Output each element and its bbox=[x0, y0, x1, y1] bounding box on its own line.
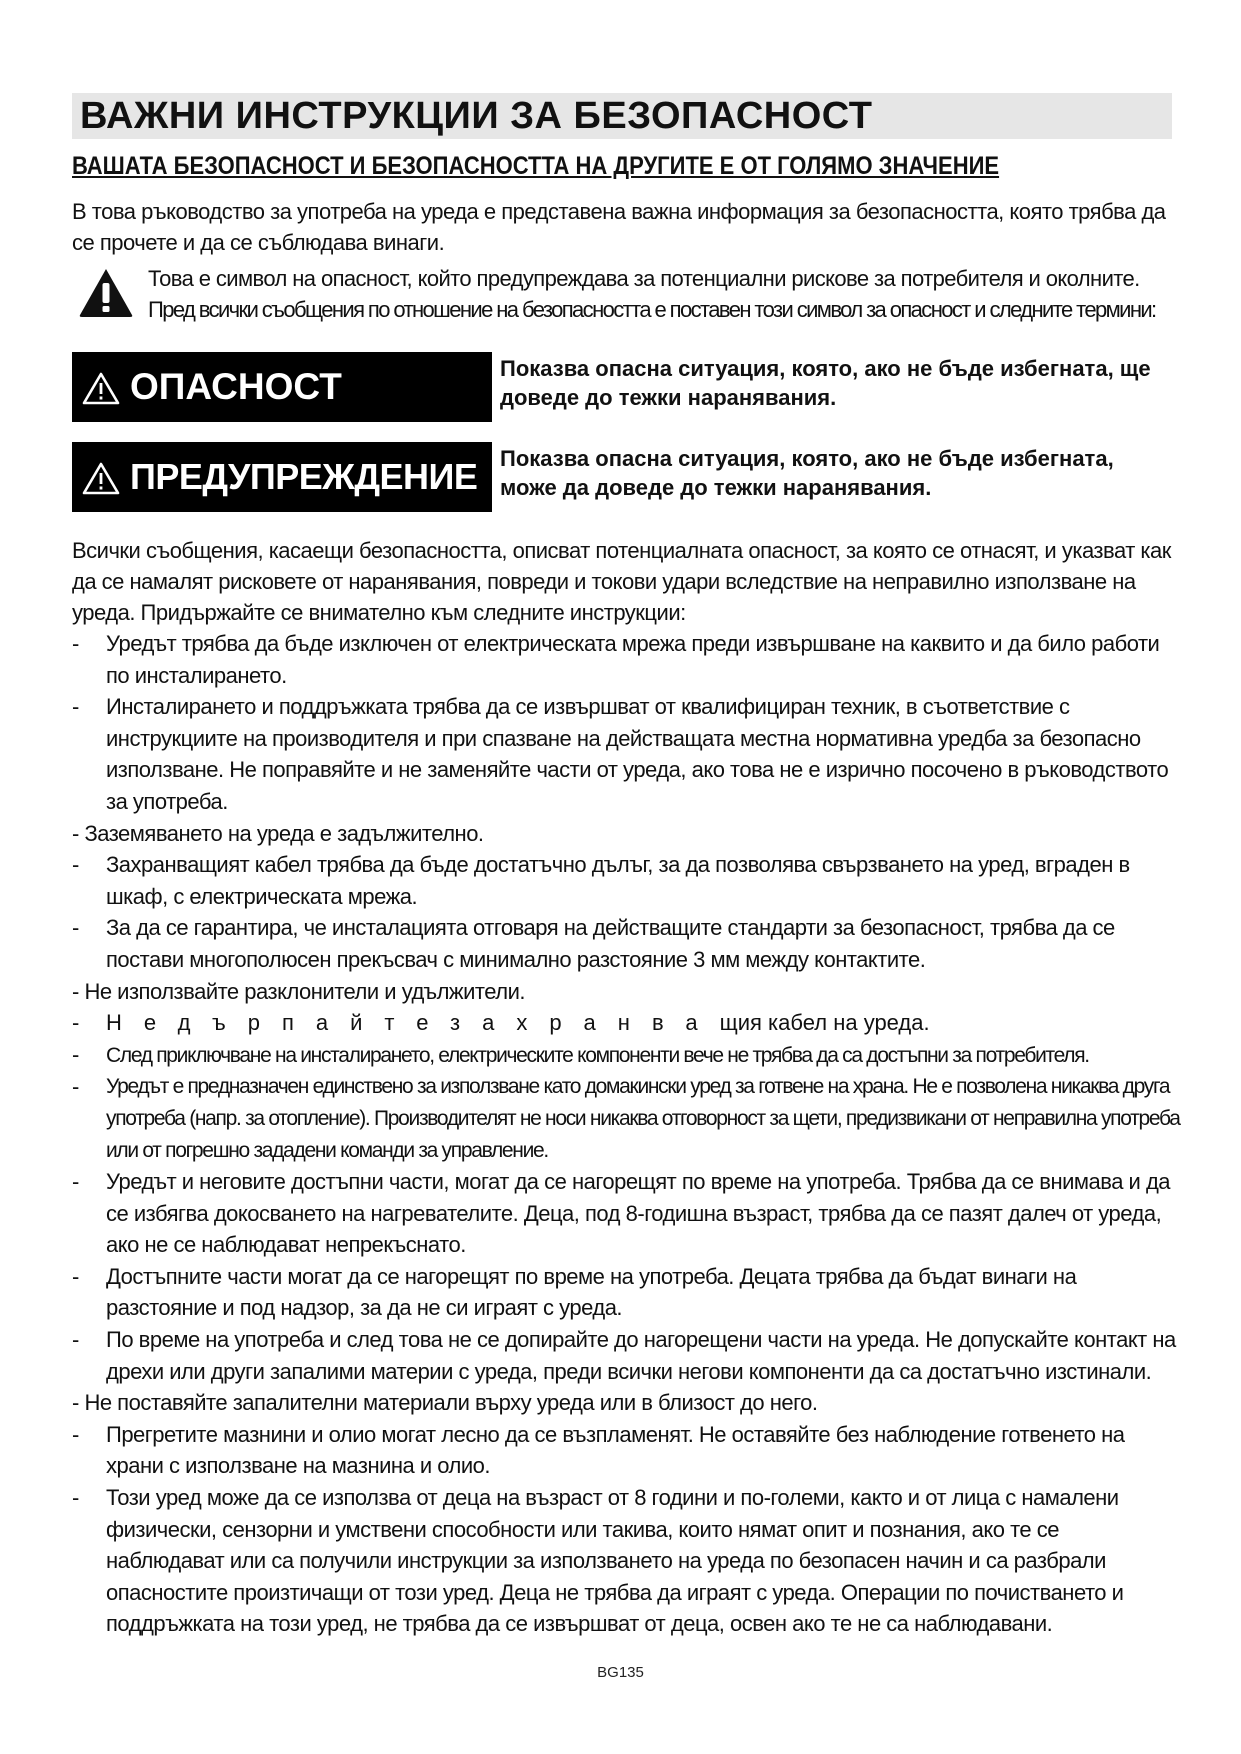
item-text: Захранващият кабел трябва да бъде достатъчно дълъг, за да позволява свързването на уред, вграден в шкаф, с електрическата мрежа. bbox=[106, 852, 1130, 909]
title-bar bbox=[72, 93, 1172, 139]
symbol-line-1: Това е символ на опасност, който предупреждава за потенциални рискове за потребителя и околните. bbox=[148, 266, 1140, 291]
list-item bbox=[72, 849, 1182, 912]
warning-triangle-icon bbox=[78, 267, 134, 324]
page-number: BG135 bbox=[597, 1664, 644, 1681]
item-text: - Не поставяйте запалителни материали върху уреда или в близост до него. bbox=[72, 1390, 818, 1416]
warning-label: ПРЕДУПРЕЖДЕНИЕ bbox=[130, 456, 478, 497]
list-item bbox=[72, 1261, 1182, 1324]
dash: - bbox=[72, 852, 79, 878]
dash: - bbox=[72, 631, 79, 656]
list-item bbox=[72, 1324, 1182, 1387]
danger-description: Показва опасна ситуация, която, ако не бъде избегната, ще доведе до тежки наранявания. bbox=[500, 356, 1151, 410]
dash: - bbox=[72, 1169, 79, 1195]
list-item bbox=[72, 1039, 1182, 1072]
item-text: Този уред може да се използва от деца на възраст от 8 години и по-големи, както и от лица с намалени физически, сензорни и умствени способности или такива, които нямат опит и познания, ако те се наблюдават или са получили инструкции за използването на уреда по безопасен начин и са разбрали опасностите произтичащи от този уред. Деца не трябва да играят с уреда. Операции по почистването и поддръжката на този уред, не трябва да се извършват от деца, освен ако те не са наблюдавани. bbox=[106, 1485, 1124, 1637]
item-text: Инсталирането и поддръжката трябва да се извършват от квалифициран техник, в съответствие с инструкциите на производителя и при спазване на действащата местна нормативна уредба за безопасно използване. Не поправяйте и не заменяйте части от уреда, ако това не е изрично посочено в ръководството за употреба. bbox=[106, 694, 1169, 814]
list-item bbox=[72, 1071, 1182, 1166]
item-text: Уредът трябва да бъде изключен от електрическата мрежа преди извършване на каквито и да било работи по инсталирането. bbox=[106, 631, 1160, 688]
dash: - bbox=[72, 1074, 79, 1100]
list-item bbox=[72, 818, 1182, 850]
danger-signal-box bbox=[72, 352, 492, 422]
symbol-line-2: Пред всички съобщения по отношение на безопасността е поставен този символ за опасност и следните термини: bbox=[148, 297, 1156, 322]
list-item bbox=[72, 1482, 1182, 1640]
safety-instructions-list bbox=[72, 628, 1182, 1640]
list-item bbox=[72, 912, 1182, 975]
warning-triangle-icon bbox=[82, 372, 120, 411]
dash: - bbox=[72, 1010, 79, 1036]
item-text: - Заземяването на уреда е задължително. bbox=[72, 820, 484, 846]
warning-description: Показва опасна ситуация, която, ако не бъде избегната, може да доведе до тежки наранявания. bbox=[500, 446, 1114, 500]
dash: - bbox=[72, 1263, 79, 1289]
list-item bbox=[72, 628, 1182, 691]
dash: - bbox=[72, 694, 79, 720]
warning-signal-box bbox=[72, 442, 492, 512]
list-item bbox=[72, 1166, 1182, 1261]
list-item bbox=[72, 976, 1182, 1008]
item-text: Достъпните части могат да се нагорещят по време на употреба. Децата трябва да бъдат винаги на разстояние и под надзор, за да не си играят с уреда. bbox=[106, 1263, 1077, 1321]
safety-symbol-row bbox=[72, 263, 1182, 329]
list-item bbox=[72, 1007, 1182, 1039]
item-text: За да се гарантира, че инсталацията отговаря на действащите стандарти за безопасност, трябва да се постави многополюсен прекъсвач с минимално разстояние 3 мм между контактите. bbox=[106, 915, 1115, 972]
list-item bbox=[72, 691, 1182, 817]
item-text: По време на употреба и след това не се допирайте до нагорещени части на уреда. Не допускайте контакт на дрехи или други запалими материи с уреда, преди всички негови компоненти да са достатъчно изстинали. bbox=[106, 1327, 1176, 1384]
section-subtitle: ВАШАТА БЕЗОПАСНОСТ И БЕЗОПАСНОСТТА НА ДРУГИТЕ Е ОТ ГОЛЯМО ЗНАЧЕНИЕ bbox=[72, 152, 1000, 180]
dash: - bbox=[72, 1421, 79, 1447]
item-text: Уредът и неговите достъпни части, могат да се нагорещят по време на употреба. Трябва да се внимава и да се избягва докосването на нагревателите. Деца, под 8-годишна възраст, трябва да се пазят далеч от уреда, ако не се наблюдават непрекъснато. bbox=[106, 1169, 1171, 1258]
instructions-intro: Всички съобщения, касаещи безопасността, описват потенциалната опасност, за която се отнасят, и указват как да се намалят рисковете от наранявания, повреди и токови удари вследствие на неправилно използване на уреда. Придържайте се внимателно към следните инструкции: bbox=[72, 538, 1171, 625]
page-title: ВАЖНИ ИНСТРУКЦИИ ЗА БЕЗОПАСНОСТ bbox=[80, 95, 873, 137]
dash: - bbox=[72, 915, 79, 941]
item-text: Прегретите мазнини и олио могат лесно да се възпламенят. Не оставяйте без наблюдение готвенето на храни с използване на мазнина и олио. bbox=[106, 1421, 1125, 1479]
intro-paragraph: В това ръководство за употреба на уреда е представена важна информация за безопасността, която трябва да се прочете и да се съблюдава винаги. bbox=[72, 199, 1166, 255]
list-item bbox=[72, 1387, 1182, 1419]
symbol-explanation bbox=[148, 263, 1183, 325]
warning-triangle-icon bbox=[82, 462, 120, 501]
dash: - bbox=[72, 1327, 79, 1353]
danger-label: ОПАСНОСТ bbox=[130, 366, 342, 407]
item-text: Уредът е предназначен единствено за използване като домакински уред за готвене на храна. Не е позволена никаква друга употреба (напр. за отопление). Производителят не носи никаква отговорност за щети, предизвикани от неправилна употреба или от погрешно зададени команди за управление. bbox=[106, 1075, 1180, 1162]
dash: - bbox=[72, 1041, 79, 1067]
item-text: След приключване на инсталирането, електрическите компоненти вече не трябва да са достъпни за потребителя. bbox=[106, 1043, 1089, 1067]
item-text: - Не използвайте разклонители и удължители. bbox=[72, 978, 525, 1004]
dash: - bbox=[72, 1485, 79, 1511]
item-text: щия кабел на уреда. bbox=[719, 1010, 930, 1036]
item-text-spaced: Недърпайтезахранва bbox=[106, 1010, 720, 1036]
list-item bbox=[72, 1419, 1182, 1482]
